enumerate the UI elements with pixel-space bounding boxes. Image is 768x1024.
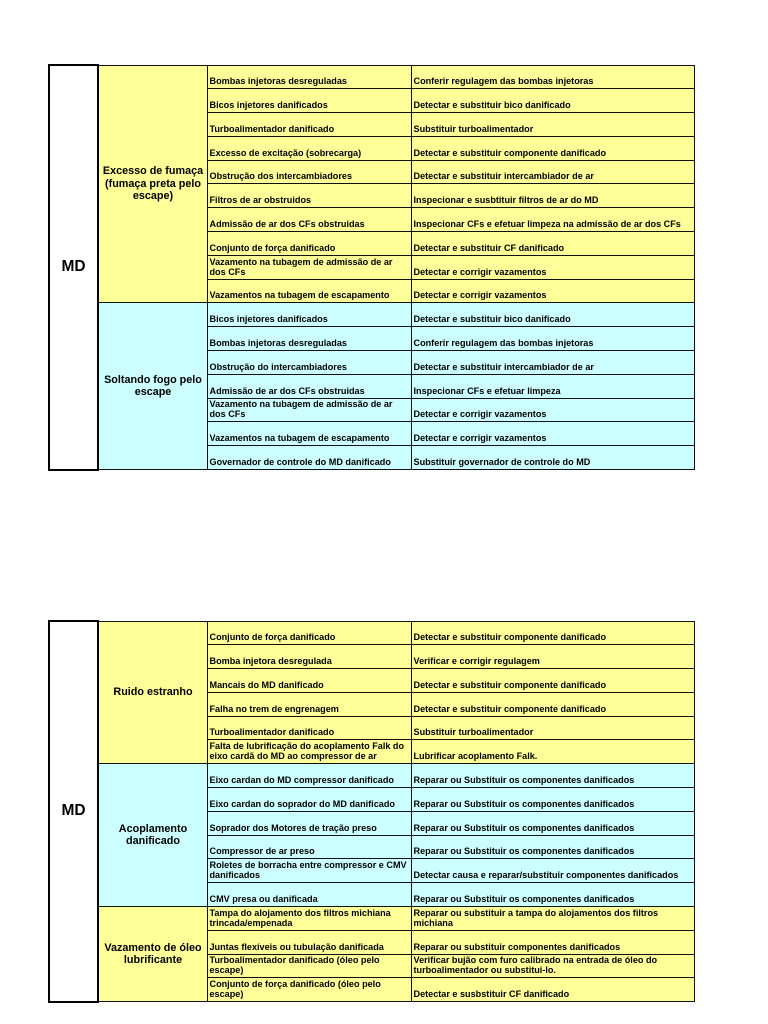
cause-cell: Falta de lubrificação do acoplamento Falk do eixo cardã do MD ao compressor de ar (208, 740, 412, 764)
table-row (49, 65, 695, 89)
cause-cell: Turboalimentador danificado (208, 113, 412, 137)
action-cell: Conferir regulagem das bombas injetoras (412, 65, 695, 89)
cause-cell: Eixo cardan do MD compressor danificado (208, 764, 412, 788)
cause-cell: Eixo cardan do soprador do MD danificado (208, 788, 412, 812)
action-cell: Substituir turboalimentador (412, 716, 695, 740)
action-cell: Detectar causa e reparar/substituir componentes danificados (412, 859, 695, 883)
cause-cell: Bicos injetores danificados (208, 303, 412, 327)
action-cell: Detectar e substituir componente danificado (412, 136, 695, 160)
action-cell: Detectar e substituir componente danificado (412, 692, 695, 716)
cause-cell: Roletes de borracha entre compressor e CMV danificados (208, 859, 412, 883)
table-row (49, 621, 695, 645)
action-cell: Reparar ou Substituir os componentes danificados (412, 811, 695, 835)
cause-cell: Vazamentos na tubagem de escapamento (208, 422, 412, 446)
system-label: MD (49, 621, 98, 1002)
cause-cell: Compressor de ar preso (208, 835, 412, 859)
cause-cell: Vazamento na tubagem de admissão de ar dos CFs (208, 255, 412, 279)
action-cell: Verificar bujão com furo calibrado na entrada de óleo do turboalimentador ou substitui-lo. (412, 954, 695, 978)
cause-cell: Obstrução do intercambiadores (208, 351, 412, 375)
symptom-cell: Soltando fogo pelo escape (98, 303, 208, 470)
action-cell: Detectar e susbstituir CF danificado (412, 978, 695, 1002)
symptom-cell: Excesso de fumaça (fumaça preta pelo escape) (98, 65, 208, 303)
action-cell: Reparar ou Substituir os componentes danificados (412, 788, 695, 812)
cause-cell: Bomba injetora desregulada (208, 645, 412, 669)
cause-cell: Soprador dos Motores de tração preso (208, 811, 412, 835)
symptom-cell: Acoplamento danificado (98, 764, 208, 907)
cause-cell: Obstrução dos intercambiadores (208, 160, 412, 184)
cause-cell: Juntas flexíveis ou tubulação danificada (208, 930, 412, 954)
cause-cell: Turboalimentador danificado (208, 716, 412, 740)
cause-cell: Bombas injetoras desreguladas (208, 65, 412, 89)
cause-cell: Falha no trem de engrenagem (208, 692, 412, 716)
action-cell: Reparar ou substituir componentes danificados (412, 930, 695, 954)
action-cell: Detectar e substituir bico danificado (412, 303, 695, 327)
cause-cell: Mancais do MD danificado (208, 669, 412, 693)
action-cell: Detectar e substituir componente danificado (412, 621, 695, 645)
action-cell: Conferir regulagem das bombas injetoras (412, 327, 695, 351)
action-cell: Detectar e corrigir vazamentos (412, 279, 695, 303)
cause-cell: Vazamentos na tubagem de escapamento (208, 279, 412, 303)
table-row (49, 303, 695, 327)
action-cell: Verificar e corrigir regulagem (412, 645, 695, 669)
cause-cell: Conjunto de força danificado (óleo pelo escape) (208, 978, 412, 1002)
cause-cell: Bicos injetores danificados (208, 89, 412, 113)
system-label: MD (49, 65, 98, 470)
cause-cell: CMV presa ou danificada (208, 883, 412, 907)
action-cell: Lubrificar acoplamento Falk. (412, 740, 695, 764)
cause-cell: Conjunto de força danificado (208, 232, 412, 256)
cause-cell: Turboalimentador danificado (óleo pelo escape) (208, 954, 412, 978)
symptom-cell: Vazamento de óleo lubrificante (98, 907, 208, 1002)
action-cell: Substituir governador de controle do MD (412, 446, 695, 470)
action-cell: Inspecionar CFs e efetuar limpeza (412, 374, 695, 398)
cause-cell: Vazamento na tubagem de admissão de ar dos CFs (208, 398, 412, 422)
action-cell: Inspecionar CFs e efetuar limpeza na admissão de ar dos CFs (412, 208, 695, 232)
action-cell: Reparar ou Substituir os componentes danificados (412, 835, 695, 859)
cause-cell: Admissão de ar dos CFs obstruidas (208, 208, 412, 232)
cause-cell: Bombas injetoras desreguladas (208, 327, 412, 351)
action-cell: Detectar e corrigir vazamentos (412, 255, 695, 279)
action-cell: Detectar e substituir intercambiador de ar (412, 160, 695, 184)
cause-cell: Tampa do alojamento dos filtros michiana trincada/empenada (208, 907, 412, 931)
cause-cell: Governador de controle do MD danificado (208, 446, 412, 470)
cause-cell: Conjunto de força danificado (208, 621, 412, 645)
cause-cell: Admissão de ar dos CFs obstruidas (208, 374, 412, 398)
action-cell: Reparar ou Substituir os componentes danificados (412, 883, 695, 907)
action-cell: Reparar ou substituir a tampa do alojamentos dos filtros michiana (412, 907, 695, 931)
action-cell: Detectar e corrigir vazamentos (412, 422, 695, 446)
symptom-cell: Ruido estranho (98, 621, 208, 764)
cause-cell: Excesso de excitação (sobrecarga) (208, 136, 412, 160)
fault-table (48, 620, 695, 1003)
fault-table (48, 64, 695, 471)
action-cell: Detectar e substituir bico danificado (412, 89, 695, 113)
action-cell: Detectar e substituir CF danificado (412, 232, 695, 256)
action-cell: Detectar e corrigir vazamentos (412, 398, 695, 422)
action-cell: Detectar e substituir intercambiador de ar (412, 351, 695, 375)
cause-cell: Filtros de ar obstruidos (208, 184, 412, 208)
action-cell: Inspecionar e susbtituir filtros de ar do MD (412, 184, 695, 208)
table-row (49, 907, 695, 931)
action-cell: Reparar ou Substituir os componentes danificados (412, 764, 695, 788)
action-cell: Substituir turboalimentador (412, 113, 695, 137)
action-cell: Detectar e substituir componente danificado (412, 669, 695, 693)
table-row (49, 764, 695, 788)
